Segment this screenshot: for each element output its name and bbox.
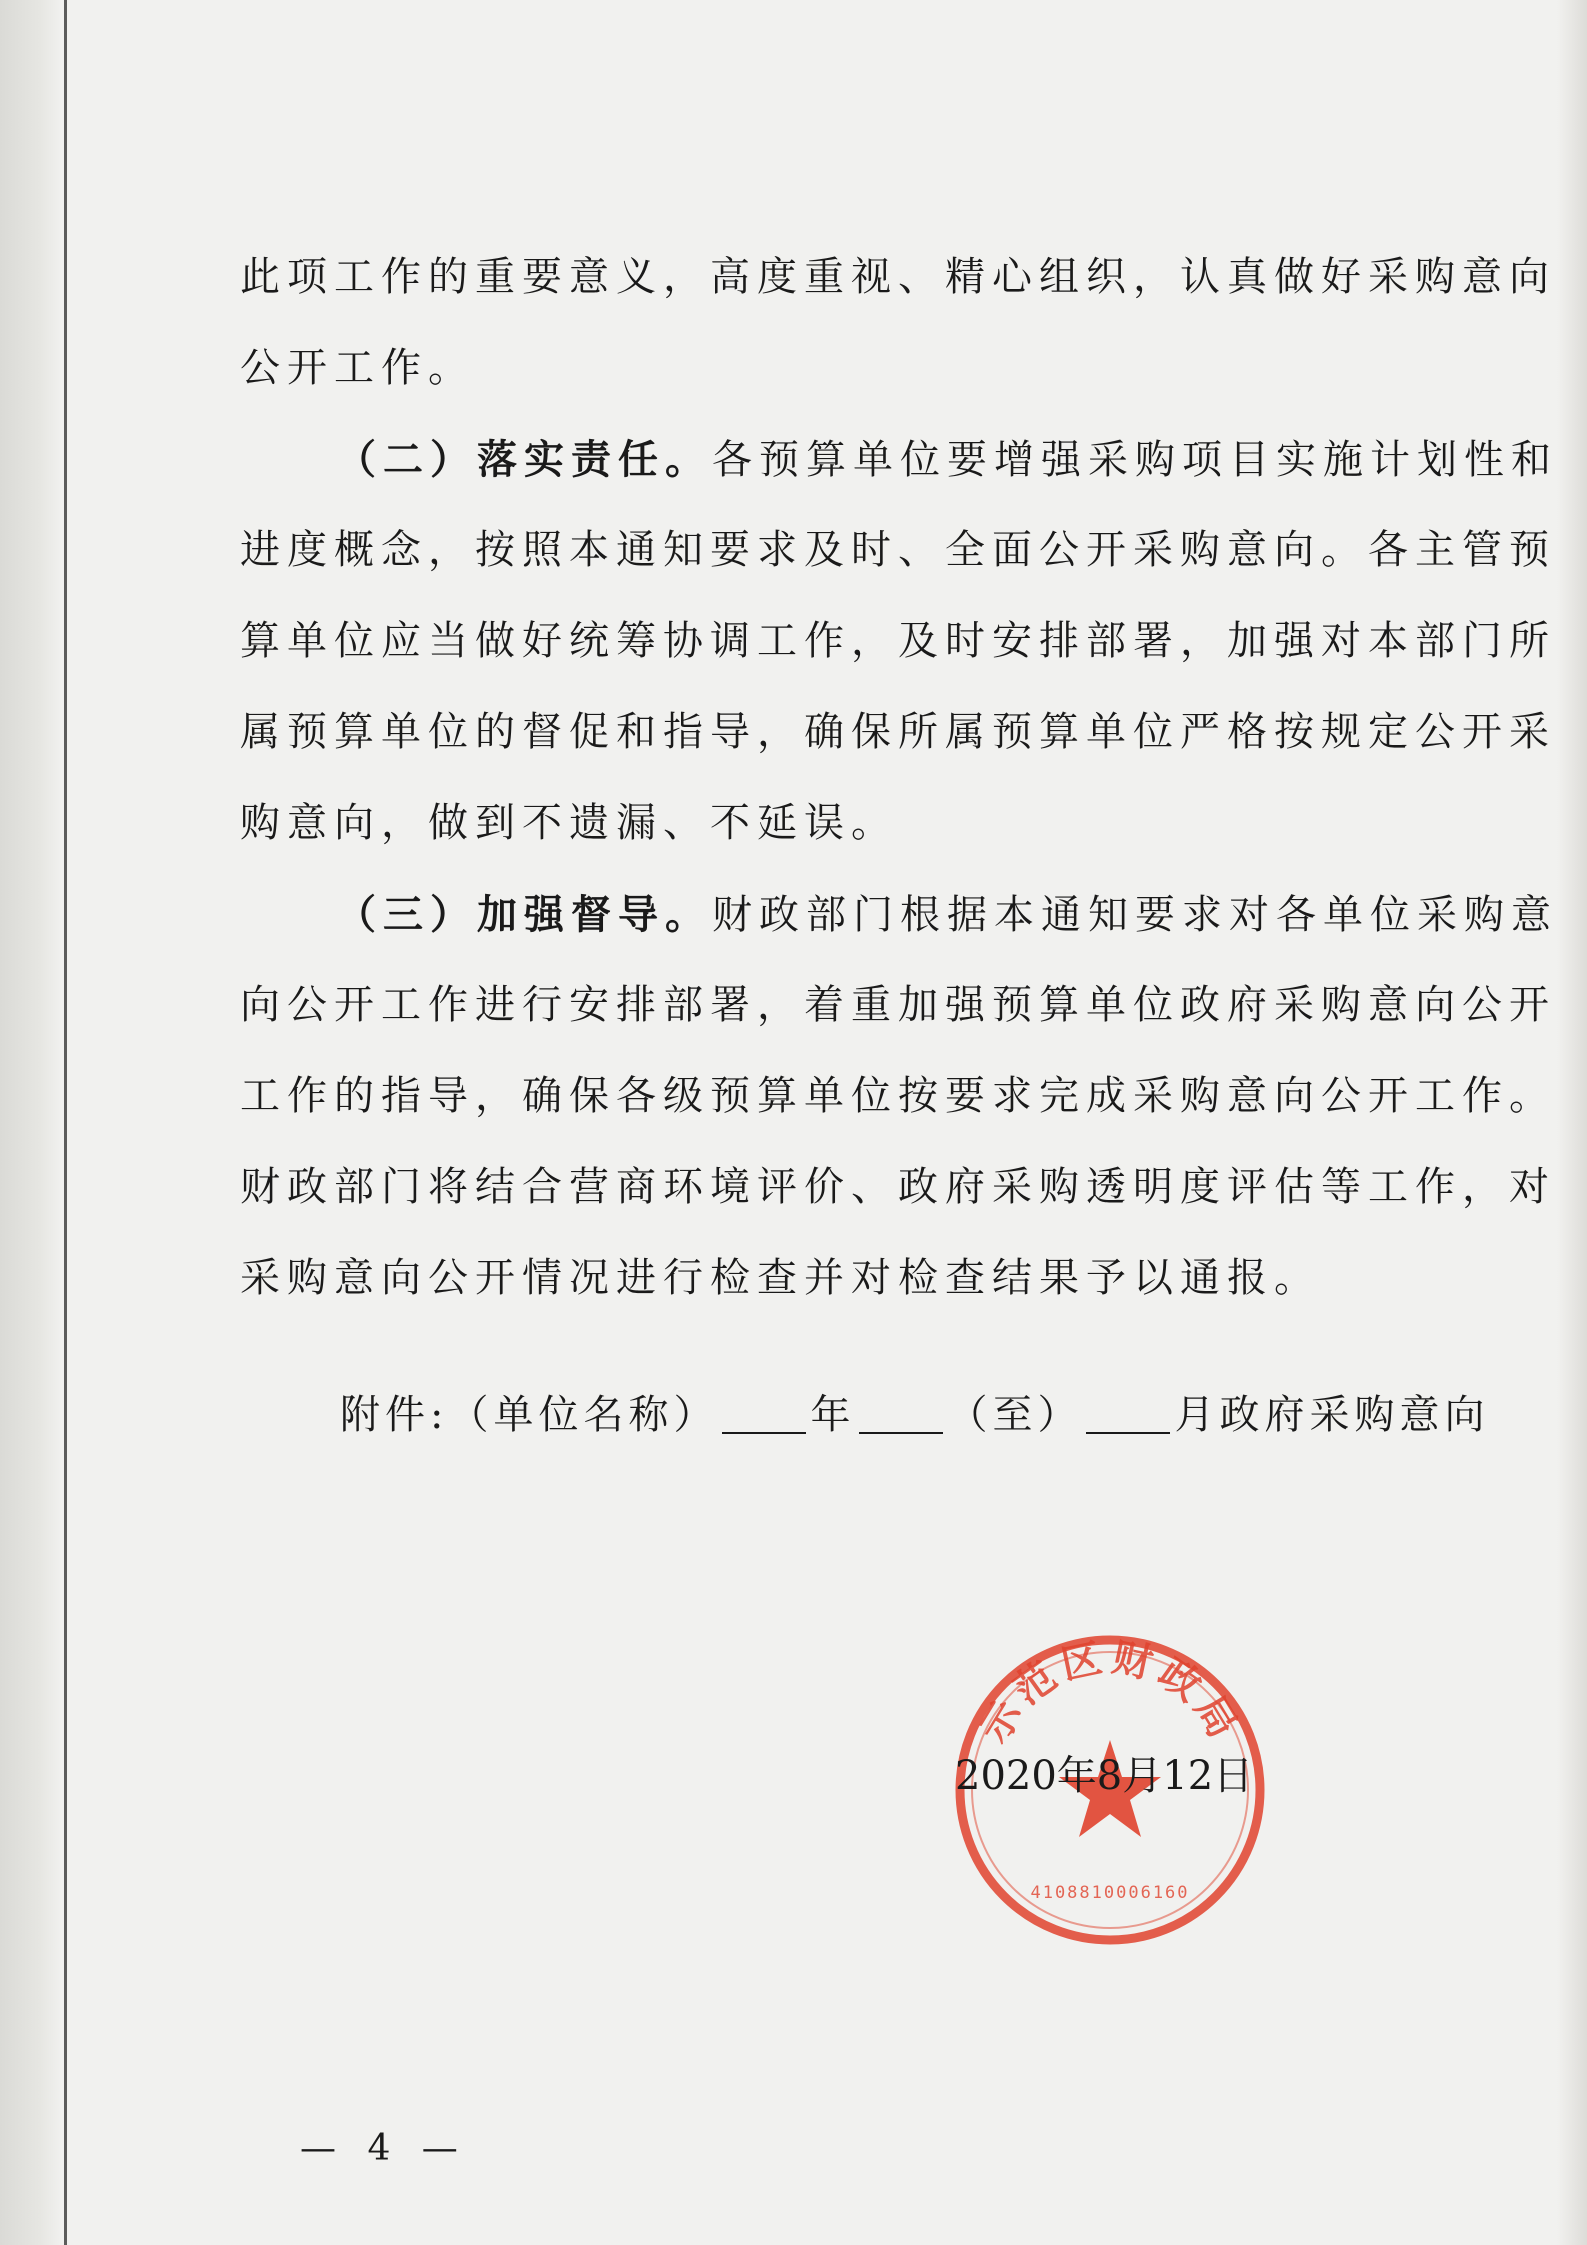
document-body <box>240 232 1558 1324</box>
attachment-year: 年 <box>810 1392 856 1438</box>
blank-underline <box>859 1432 943 1434</box>
section-3-first-line <box>240 869 1558 960</box>
body-line: 财政部门将结合营商环境评价、政府采购透明度评估等工作，对 <box>240 1164 1556 1210</box>
scan-edge-right <box>1557 0 1587 2245</box>
blank-underline <box>1086 1432 1170 1434</box>
section-2-first-line <box>240 414 1558 505</box>
section-2-heading: （二）落实责任。 <box>336 436 712 483</box>
document-date: 2020年8月12日 <box>955 1753 1254 1799</box>
attachment-to: （至） <box>947 1392 1083 1438</box>
section-2-text: 各预算单位要增强采购项目实施计划性和 <box>712 437 1558 483</box>
body-line: 进度概念，按照本通知要求及时、全面公开采购意向。各主管预 <box>240 527 1556 573</box>
seal-code: 4108810006160 <box>1030 1883 1190 1903</box>
body-line: 属预算单位的督促和指导，确保所属预算单位严格按规定公开采 <box>240 709 1556 755</box>
scan-border <box>64 0 67 2245</box>
body-line: 购意向，做到不遗漏、不延误。 <box>240 800 898 846</box>
body-line: 向公开工作进行安排部署，着重加强预算单位政府采购意向公开 <box>240 982 1556 1028</box>
section-3-text: 财政部门根据本通知要求对各单位采购意 <box>712 892 1558 938</box>
attachment-prefix: 附件:（单位名称） <box>340 1392 719 1438</box>
scan-edge <box>0 0 62 2245</box>
body-line: 采购意向公开情况进行检查并对检查结果予以通报。 <box>240 1255 1321 1301</box>
body-line: 算单位应当做好统筹协调工作，及时安排部署，加强对本部门所 <box>240 618 1556 664</box>
body-line: 工作的指导，确保各级预算单位按要求完成采购意向公开工作。 <box>240 1073 1556 1119</box>
seal-text: 示范区财政局 <box>971 1634 1249 1751</box>
body-line: 此项工作的重要意义，高度重视、精心组织，认真做好采购意向 <box>240 254 1556 300</box>
body-line: 公开工作。 <box>240 345 475 391</box>
attachment-suffix: 月政府采购意向 <box>1174 1392 1490 1438</box>
page-number: — 4 — <box>300 2128 468 2169</box>
blank-underline <box>722 1432 806 1434</box>
attachment-line <box>340 1383 1489 1440</box>
section-3-heading: （三）加强督导。 <box>336 891 712 938</box>
